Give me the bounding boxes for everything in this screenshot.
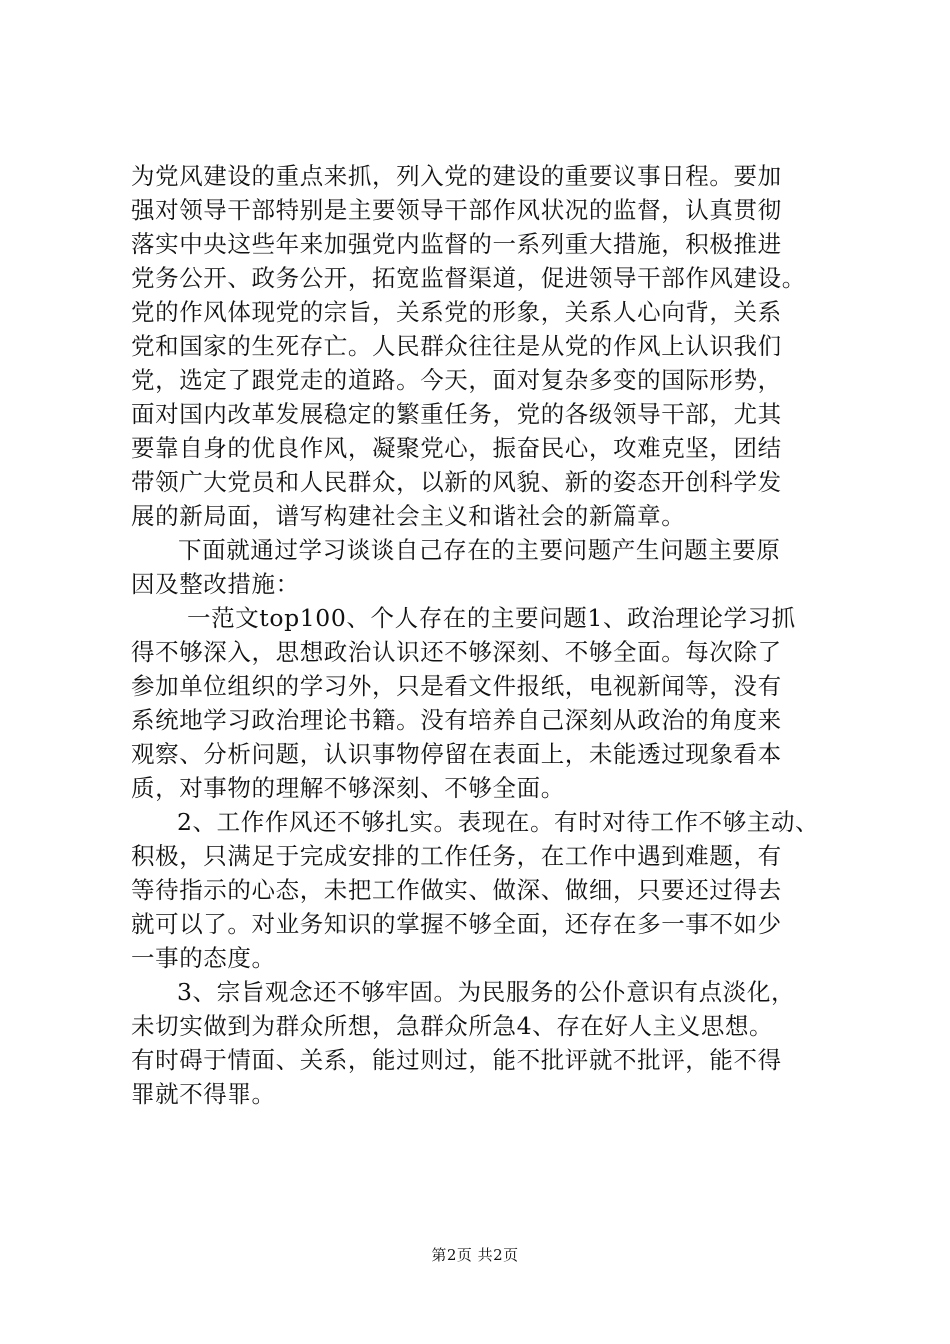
document-body: [131, 159, 847, 1111]
page-number-label: 第2页 共2页: [431, 1246, 519, 1264]
text-line: 一事的态度。: [131, 944, 276, 972]
text-line: 党务公开、政务公开，拓宽监督渠道，促进领导干部作风建设。: [131, 264, 806, 292]
paragraph-start-line: 3、宗旨观念还不够牢固。为民服务的公仆意识有点淡化，: [177, 978, 796, 1006]
text-line: 党和国家的生死存亡。人民群众往往是从党的作风上认识我们: [131, 332, 782, 360]
text-line: 落实中央这些年来加强党内监督的一系列重大措施，积极推进: [131, 230, 782, 258]
text-line: 未切实做到为群众所想，急群众所急4、存在好人主义思想。: [131, 1012, 774, 1040]
text-line: 积极，只满足于完成安排的工作任务，在工作中遇到难题，有: [131, 842, 782, 870]
page-footer: [0, 1245, 950, 1265]
text-line: 质，对事物的理解不够深刻、不够全面。: [131, 774, 565, 802]
text-line: 面对国内改革发展稳定的繁重任务，党的各级领导干部，尤其: [131, 400, 782, 428]
text-line: 展的新局面，谱写构建社会主义和谐社会的新篇章。: [131, 502, 686, 530]
text-line: 党的作风体现党的宗旨，关系党的形象，关系人心向背，关系: [131, 298, 782, 326]
text-line: 强对领导干部特别是主要领导干部作风状况的监督，认真贯彻: [131, 196, 782, 224]
text-line: 罪就不得罪。: [131, 1080, 276, 1108]
text-line: 党，选定了跟党走的道路。今天，面对复杂多变的国际形势，: [131, 366, 782, 394]
text-line: 要靠自身的优良作风，凝聚党心，振奋民心，攻难克坚，团结: [131, 434, 782, 462]
text-line: 得不够深入，思想政治认识还不够深刻、不够全面。每次除了: [131, 638, 782, 666]
text-line: 系统地学习政治理论书籍。没有培养自己深刻从政治的角度来: [131, 706, 782, 734]
text-line: 观察、分析问题，认识事物停留在表面上，未能透过现象看本: [131, 740, 782, 768]
text-line: 有时碍于情面、关系，能过则过，能不批评就不批评，能不得: [131, 1046, 782, 1074]
paragraph-start-line: 下面就通过学习谈谈自己存在的主要问题产生问题主要原: [178, 536, 781, 564]
paragraph-start-line: 2、工作作风还不够扎实。表现在。有时对待工作不够主动、: [177, 808, 820, 836]
text-line: 参加单位组织的学习外，只是看文件报纸，电视新闻等，没有: [131, 672, 782, 700]
paragraph-start-line: 一范文top100、个人存在的主要问题1、政治理论学习抓: [187, 604, 796, 632]
text-line: 为党风建设的重点来抓，列入党的建设的重要议事日程。要加: [131, 162, 782, 190]
text-line: 因及整改措施：: [131, 570, 300, 598]
text-line: 带领广大党员和人民群众，以新的风貌、新的姿态开创科学发: [131, 468, 782, 496]
text-line: 就可以了。对业务知识的掌握不够全面，还存在多一事不如少: [131, 910, 782, 938]
text-line: 等待指示的心态，未把工作做实、做深、做细，只要还过得去: [131, 876, 782, 904]
